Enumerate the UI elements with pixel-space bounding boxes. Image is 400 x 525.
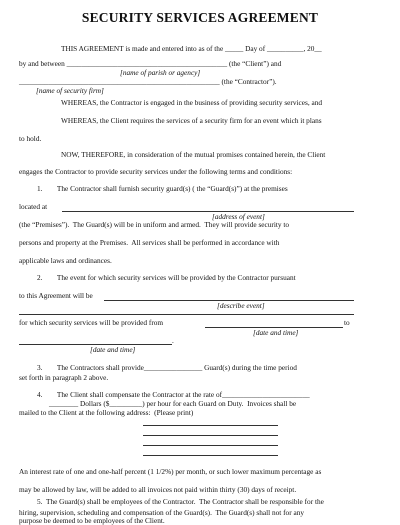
event-description-blank-line-2: [19, 314, 354, 315]
interest-line-2: may be allowed by law, will be added to all invoices not paid within thirty (30) days of receipt.: [19, 485, 297, 494]
label-date-and-time-1: [date and time]: [253, 328, 299, 337]
address-blank-line: [62, 211, 354, 212]
client-address-line-4: [143, 455, 278, 456]
client-address-line-3: [143, 445, 278, 446]
section-4-line-2: ________ Dollars ($_________) per hour for each Guard on Duty. Invoices shall be: [49, 399, 297, 408]
client-address-line-2: [143, 435, 278, 436]
section-3-line-2: set forth in paragraph 2 above.: [19, 373, 109, 382]
section-2-line-3: for which security services will be provided from: [19, 318, 164, 327]
label-describe-event: [describe event]: [217, 301, 265, 310]
section-1-line-3: (the “Premises”). The Guard(s) will be in uniform and armed. They will provide security to: [19, 220, 290, 229]
whereas-clause-1: WHEREAS, the Contractor is engaged in the business of providing security services, and: [61, 98, 323, 107]
section-1-line-4: persons and property at the Premises. All services shall be performed in accordance with: [19, 238, 280, 247]
section-5-line-2: hiring, supervision, scheduling and compensation of the Guard(s). The Guard(s) shall not for any: [19, 508, 304, 517]
section-2-line-1: 2. The event for which security services will be provided by the Contractor pursuant: [37, 273, 296, 282]
section-3-line-1: 3. The Contractors shall provide________________ Guard(s) during the time period: [37, 363, 297, 372]
whereas-clause-2-line-2: to hold.: [19, 134, 42, 143]
label-name-of-security-firm: [name of security firm]: [36, 86, 104, 95]
interest-line-1: An interest rate of one and one-half percent (1 1/2%) per month, or such lower maximum percentage as: [19, 467, 322, 476]
section-1-line-5: applicable laws and ordinances.: [19, 256, 112, 265]
label-name-of-parish: [name of parish or agency]: [120, 68, 201, 77]
section-4-line-1: 4. The Client shall compensate the Contractor at the rate of________________________: [37, 390, 310, 399]
section-2-line-2: to this Agreement will be: [19, 291, 93, 300]
whereas-clause-2-line-1: WHEREAS, the Client requires the services of a security firm for an event which it plans: [61, 116, 322, 125]
now-therefore-line-2: engages the Contractor to provide security services under the following terms and conditions:: [19, 167, 293, 176]
client-address-line-1: [143, 425, 278, 426]
section-5-line-3: purpose be deemed to be employees of the Client.: [19, 516, 165, 525]
now-therefore-line-1: NOW, THEREFORE, in consideration of the mutual promises contained herein, the Client: [61, 150, 326, 159]
section-1-located-at: located at: [19, 202, 48, 211]
section-1-line-1: 1. The Contractor shall furnish security guard(s) ( the “Guard(s)”) at the premises: [37, 184, 288, 193]
section-2-to: to: [344, 318, 350, 327]
label-address-of-event: [address of event]: [212, 212, 265, 221]
document-title: SECURITY SERVICES AGREEMENT: [81, 10, 319, 25]
section-4-line-3: mailed to the Client at the following address: (Please print): [19, 408, 194, 417]
intro-line-1: THIS AGREEMENT is made and entered into as of the _____ Day of __________, 20__: [61, 44, 322, 53]
label-date-and-time-2: [date and time]: [90, 345, 136, 354]
section-5-line-1: 5. The Guard(s) shall be employees of the Contractor. The Contractor shall be responsible for the: [37, 497, 324, 506]
intro-line-2: by and between ____________________________________________ (the “Client”) and: [19, 59, 282, 68]
section-2-period: .: [172, 336, 174, 345]
intro-line-3: _______________________________________________________ (the “Contractor”).: [19, 77, 277, 86]
